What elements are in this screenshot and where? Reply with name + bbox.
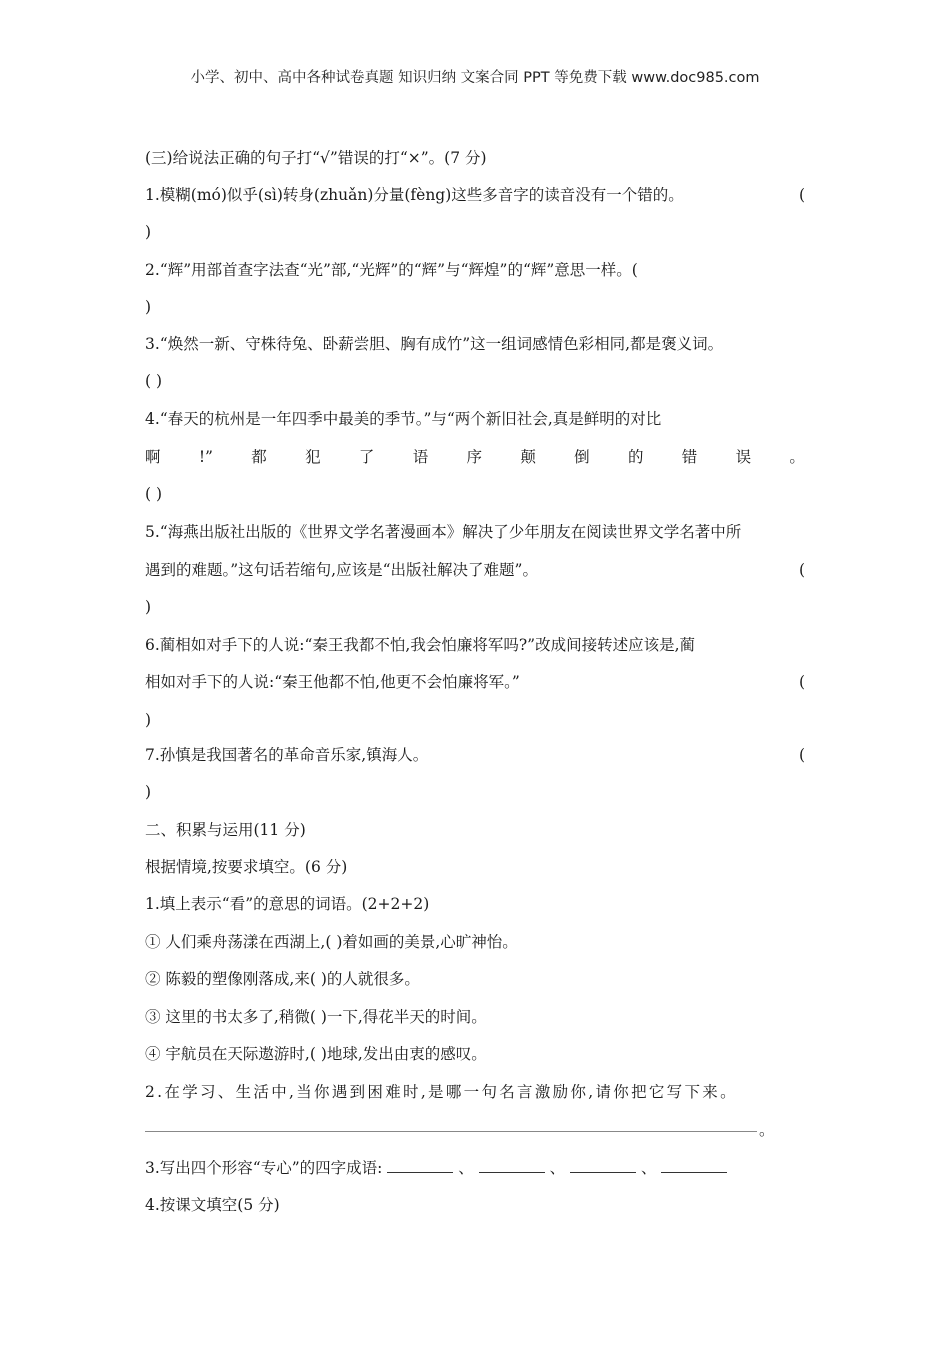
answer-paren-open: ( (798, 746, 805, 764)
question-7 (145, 742, 805, 768)
answer-line[interactable] (145, 1131, 757, 1132)
question-4-char: 倒 (574, 448, 590, 466)
answer-paren-close: ) (145, 783, 152, 801)
idiom-blank-2[interactable] (479, 1158, 545, 1173)
answer-paren-close: ) (145, 223, 152, 241)
answer-paren-open: ( (798, 673, 805, 691)
question-4-char: !” (198, 448, 213, 466)
answer-paren-close: ) (145, 298, 152, 316)
question-3: 3.“焕然一新、守株待兔、卧薪尝胆、胸有成竹”这一组词感情色彩相同,都是褒义词。 (145, 335, 724, 353)
question-4-char: 了 (358, 448, 375, 466)
fill-question-4: 4.按课文填空(5 分) (145, 1196, 280, 1214)
question-text: 1.模糊(mó)似乎(sì)转身(zhuǎn)分量(fèng)这些多音字的读音没有一个错的。 (145, 186, 684, 204)
part-title: 二、积累与运用(11 分) (145, 821, 306, 839)
question-4-char: 错 (681, 448, 698, 466)
fill-item: ② 陈毅的塑像刚落成,来( )的人就很多。 (145, 970, 420, 988)
answer-paren: ( ) (145, 485, 163, 503)
separator: 、 (549, 1159, 566, 1177)
question-1 (145, 182, 805, 208)
answer-paren-close: ) (145, 711, 152, 729)
question-4: 4.“春天的杭州是一年四季中最美的季节。”与“两个新旧社会,真是鲜明的对比 (145, 410, 662, 428)
fill-item: ③ 这里的书太多了,稍微( )一下,得花半天的时间。 (145, 1008, 487, 1026)
question-text: 3.写出四个形容“专心”的四字成语: (145, 1159, 383, 1177)
part-intro: 根据情境,按要求填空。(6 分) (145, 858, 348, 876)
question-6-line-2 (145, 669, 805, 695)
answer-paren-open: ( (798, 561, 805, 579)
fill-question-3 (145, 1155, 805, 1181)
question-5-line-2 (145, 557, 805, 583)
question-text: 相如对手下的人说:“秦王他都不怕,他更不会怕廉将军。” (145, 673, 520, 691)
idiom-blank-1[interactable] (387, 1158, 453, 1173)
idiom-blank-3[interactable] (570, 1158, 636, 1173)
question-6: 6.蔺相如对手下的人说:“秦王我都不怕,我会怕廉将军吗?”改成间接转述应该是,蔺 (145, 636, 696, 654)
answer-paren: ( ) (145, 372, 163, 390)
question-4-char: 。 (789, 448, 805, 466)
question-4-char: 的 (627, 448, 644, 466)
page-header: 小学、初中、高中各种试卷真题 知识归纳 文案合同 PPT 等免费下载 www.doc985.com (190, 70, 760, 86)
question-4-char: 都 (251, 448, 267, 466)
answer-paren-open: ( (798, 186, 805, 204)
section-title: (三)给说法正确的句子打“√”错误的打“×”。(7 分) (145, 149, 487, 167)
separator: 、 (641, 1159, 657, 1177)
question-text: 7.孙慎是我国著名的革命音乐家,镇海人。 (145, 746, 429, 764)
fill-question-2: 2.在学习、生活中,当你遇到困难时,是哪一句名言激励你,请你把它写下来。 (145, 1083, 738, 1101)
question-2 (145, 257, 805, 283)
answer-line-end: 。 (759, 1121, 775, 1139)
question-4-char: 序 (466, 448, 483, 466)
question-5: 5.“海燕出版社出版的《世界文学名著漫画本》解决了少年朋友在阅读世界文学名著中所 (145, 523, 742, 541)
question-4-char: 误 (735, 448, 752, 466)
question-text: 2.“辉”用部首查字法查“光”部,“光辉”的“辉”与“辉煌”的“辉”意思一样。( (145, 261, 638, 279)
idiom-blank-4[interactable] (661, 1158, 727, 1173)
fill-item: ① 人们乘舟荡漾在西湖上,( )着如画的美景,心旷神怡。 (145, 933, 518, 951)
question-4-char: 犯 (305, 448, 321, 466)
question-4-char: 语 (412, 448, 429, 466)
question-4-char: 啊 (145, 448, 161, 466)
fill-question-1: 1.填上表示“看”的意思的词语。(2+2+2) (145, 895, 430, 913)
fill-item: ④ 宇航员在天际遨游时,( )地球,发出由衷的感叹。 (145, 1045, 487, 1063)
answer-paren-close: ) (145, 598, 152, 616)
separator: 、 (458, 1159, 474, 1177)
question-4-line-2 (145, 444, 805, 470)
question-text: 遇到的难题。”这句话若缩句,应该是“出版社解决了难题”。 (145, 561, 538, 579)
question-4-char: 颠 (520, 448, 536, 466)
